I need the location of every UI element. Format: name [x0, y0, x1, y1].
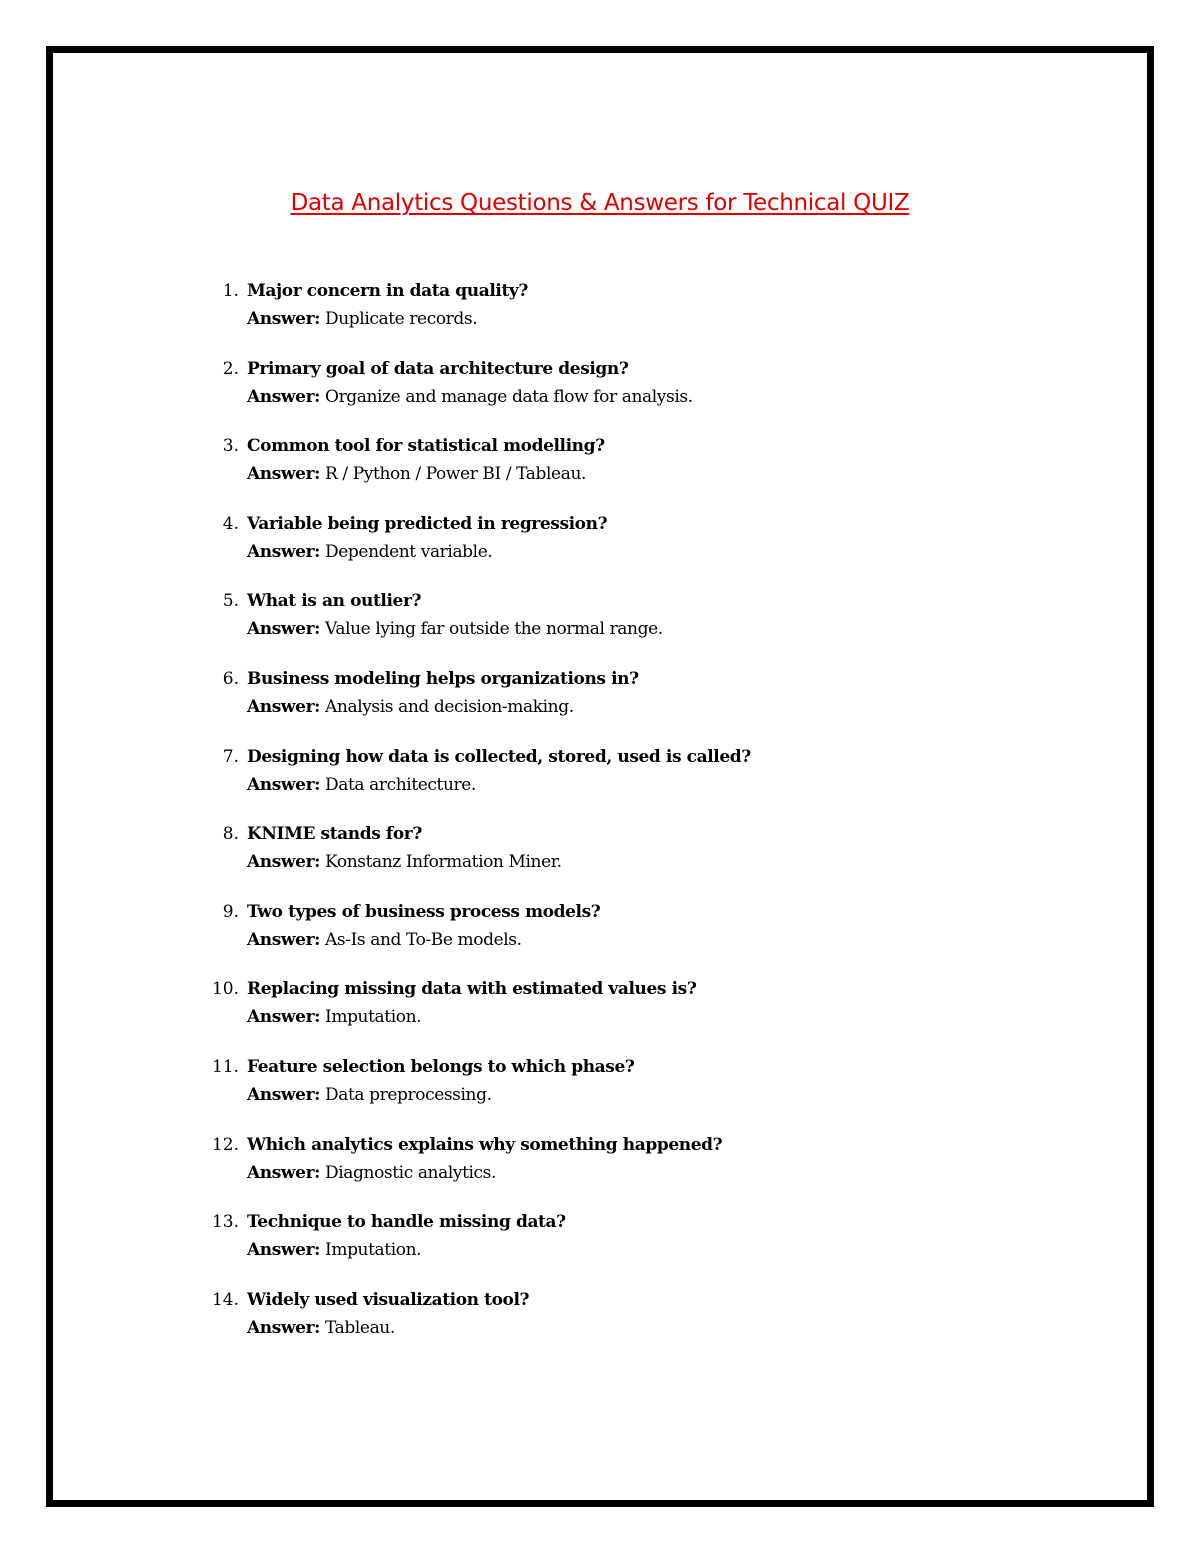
answer-label: Answer: [247, 464, 321, 485]
qa-answer-line [247, 1081, 492, 1109]
qa-question: Replacing missing data with estimated values is? [247, 979, 697, 1000]
qa-answer: Organize and manage data flow for analysis. [325, 386, 693, 407]
qa-item [0, 1053, 1200, 1131]
qa-item [0, 1208, 1200, 1286]
qa-answer: Analysis and decision-making. [325, 696, 574, 717]
qa-item [0, 820, 1200, 898]
qa-question: Primary goal of data architecture design? [247, 358, 629, 379]
qa-answer: Dependent variable. [325, 541, 493, 562]
qa-answer-line [247, 1159, 496, 1187]
qa-question: KNIME stands for? [247, 824, 422, 845]
qa-answer-line [247, 693, 574, 721]
qa-answer: R / Python / Power BI / Tableau. [325, 464, 586, 485]
qa-item [0, 587, 1200, 665]
qa-question: Variable being predicted in regression? [247, 513, 608, 534]
qa-question: Feature selection belongs to which phase? [247, 1056, 635, 1077]
qa-question: Common tool for statistical modelling? [247, 436, 605, 457]
answer-label: Answer: [247, 541, 321, 562]
qa-answer-line [247, 1236, 421, 1264]
qa-question: Widely used visualization tool? [247, 1289, 530, 1310]
qa-answer-line [247, 1003, 421, 1031]
answer-label: Answer: [247, 774, 321, 795]
qa-answer: Imputation. [325, 1240, 422, 1261]
qa-question: Designing how data is collected, stored, used is called? [247, 746, 751, 767]
qa-question: Two types of business process models? [247, 901, 601, 922]
qa-item [0, 1131, 1200, 1209]
qa-item [0, 975, 1200, 1053]
answer-label: Answer: [247, 386, 321, 407]
answer-label: Answer: [247, 1162, 321, 1183]
qa-item [0, 743, 1200, 821]
qa-number: 12. [211, 1134, 239, 1155]
qa-number: 5. [222, 591, 239, 612]
qa-item [0, 1286, 1200, 1364]
qa-answer: Konstanz Information Miner. [325, 852, 562, 873]
qa-item [0, 898, 1200, 976]
qa-number: 7. [222, 746, 239, 767]
qa-answer: Imputation. [325, 1007, 422, 1028]
qa-item [0, 432, 1200, 510]
qa-item [0, 510, 1200, 588]
answer-label: Answer: [247, 696, 321, 717]
answer-label: Answer: [247, 1007, 321, 1028]
answer-label: Answer: [247, 929, 321, 950]
qa-number: 14. [211, 1289, 239, 1310]
qa-answer-line [247, 1314, 395, 1342]
qa-item [0, 277, 1200, 355]
qa-answer-line [247, 538, 492, 566]
qa-answer: Value lying far outside the normal range. [325, 619, 663, 640]
qa-number: 2. [222, 358, 239, 379]
qa-list [0, 277, 1200, 1363]
qa-question: What is an outlier? [247, 591, 422, 612]
qa-answer-line [247, 771, 476, 799]
qa-answer-line [247, 383, 693, 411]
qa-question: Technique to handle missing data? [247, 1212, 566, 1233]
qa-answer: Tableau. [325, 1317, 395, 1338]
qa-question: Which analytics explains why something happened? [247, 1134, 723, 1155]
qa-number: 8. [222, 824, 239, 845]
qa-answer-line [247, 615, 663, 643]
qa-answer-line [247, 926, 522, 954]
qa-item [0, 665, 1200, 743]
qa-answer: Data preprocessing. [325, 1084, 492, 1105]
qa-number: 9. [222, 901, 239, 922]
qa-number: 11. [211, 1056, 239, 1077]
qa-number: 13. [211, 1212, 239, 1233]
answer-label: Answer: [247, 1084, 321, 1105]
answer-label: Answer: [247, 309, 321, 329]
qa-number: 1. [222, 281, 239, 301]
qa-answer-line [247, 305, 477, 333]
answer-label: Answer: [247, 1240, 321, 1261]
qa-answer: Diagnostic analytics. [325, 1162, 496, 1183]
answer-label: Answer: [247, 1317, 321, 1338]
qa-number: 3. [222, 436, 239, 457]
qa-answer: As-Is and To-Be models. [325, 929, 522, 950]
qa-number: 10. [211, 979, 239, 1000]
qa-answer-line [247, 848, 562, 876]
qa-answer-line [247, 460, 586, 488]
qa-question: Business modeling helps organizations in? [247, 668, 639, 689]
qa-answer: Data architecture. [325, 774, 476, 795]
answer-label: Answer: [247, 852, 321, 873]
qa-answer: Duplicate records. [325, 309, 478, 329]
qa-item [0, 355, 1200, 433]
answer-label: Answer: [247, 619, 321, 640]
qa-question: Major concern in data quality? [247, 281, 528, 301]
document-title: Data Analytics Questions & Answers for Technical QUIZ [290, 190, 910, 216]
qa-number: 6. [222, 668, 239, 689]
qa-number: 4. [222, 513, 239, 534]
